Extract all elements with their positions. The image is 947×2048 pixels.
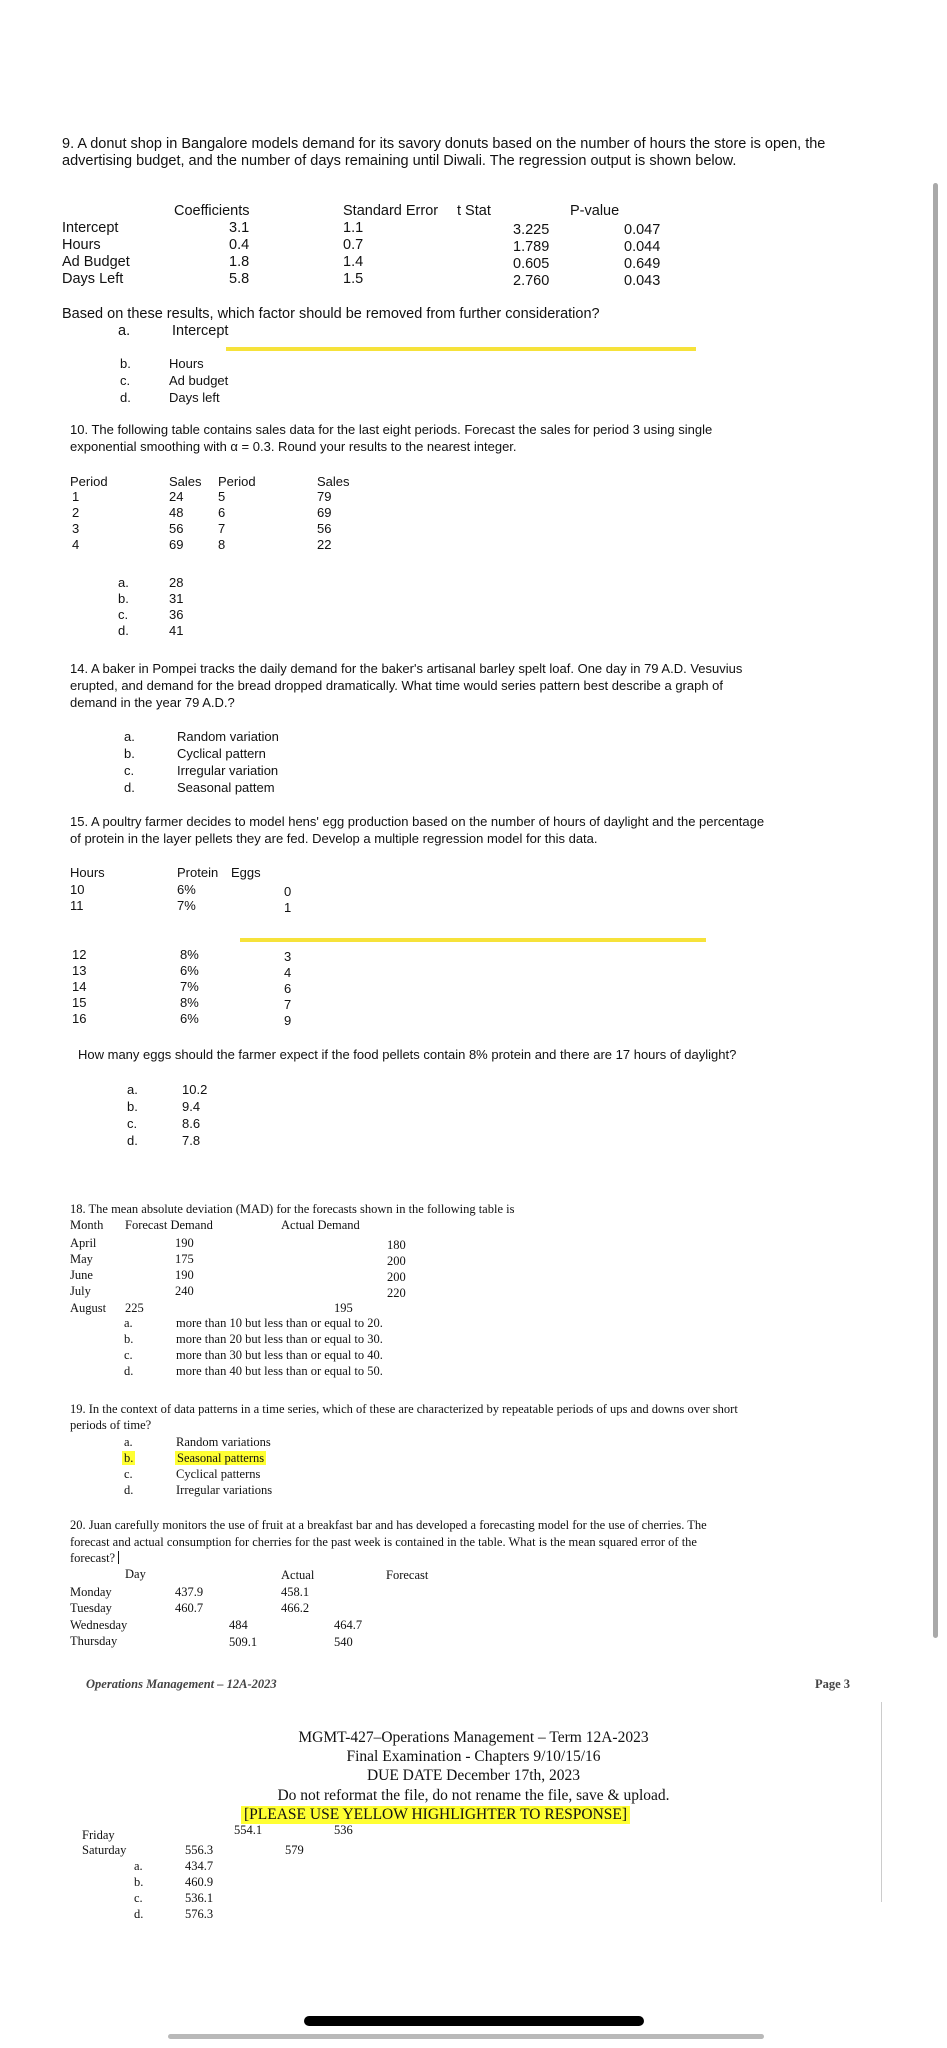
q18-cell: 190 xyxy=(175,1236,194,1250)
q19-option-text-selected[interactable]: Seasonal patterns xyxy=(177,1451,265,1465)
q18-cell: July xyxy=(70,1284,91,1298)
q9-row-t: 0.605 xyxy=(513,256,550,272)
q15-header: Eggs xyxy=(231,865,261,880)
q10-option-letter: a. xyxy=(118,575,129,590)
q9-header-t: t Stat xyxy=(457,203,491,219)
q18-option-letter: c. xyxy=(124,1348,133,1362)
q19-option-text[interactable]: Random variations xyxy=(176,1435,271,1449)
q10-cell: 8 xyxy=(218,537,226,552)
q9-header-p: P-value xyxy=(570,203,620,219)
q9-header-coef: Coefficients xyxy=(174,203,250,219)
q9-row-se: 1.1 xyxy=(343,220,364,236)
q18-option-text[interactable]: more than 40 but less than or equal to 50. xyxy=(176,1364,383,1378)
q18-cell: 195 xyxy=(334,1301,353,1315)
q20-option-text[interactable]: 434.7 xyxy=(185,1859,214,1873)
q9-row-p: 0.649 xyxy=(624,256,661,272)
q20-header: Day xyxy=(125,1567,146,1581)
q20-cell: 579 xyxy=(285,1843,304,1857)
q19-option-letter: a. xyxy=(124,1435,133,1449)
q20-header: Actual xyxy=(281,1568,315,1582)
q9-row-coef: 3.1 xyxy=(229,220,250,236)
q9-row-p: 0.043 xyxy=(624,273,661,289)
q10-cell: 69 xyxy=(169,537,184,552)
q20-cell: Monday xyxy=(70,1585,112,1599)
q14-option-letter: d. xyxy=(124,780,135,795)
q18-cell: August xyxy=(70,1301,107,1315)
q18-cell: May xyxy=(70,1252,93,1266)
q15-cell: 15 xyxy=(72,995,87,1010)
q15-cell: 13 xyxy=(72,963,87,978)
q9-stem-line1: 9. A donut shop in Bangalore models demand for its savory donuts based on the number of hours the store is open, the xyxy=(62,136,826,152)
q20-cell: 509.1 xyxy=(229,1635,258,1649)
page-footer-course: Operations Management – 12A-2023 xyxy=(86,1677,277,1691)
q18-option-letter: b. xyxy=(124,1332,134,1346)
q15-cell: 7% xyxy=(180,979,199,994)
q10-cell: 56 xyxy=(169,521,184,536)
q10-option-text[interactable]: 31 xyxy=(169,591,184,606)
q18-cell: 220 xyxy=(387,1286,406,1300)
q15-cell: 6% xyxy=(177,882,196,897)
q15-header: Hours xyxy=(70,865,105,880)
q18-cell: 240 xyxy=(175,1284,194,1298)
q15-stem-line1: 15. A poultry farmer decides to model hens' egg production based on the number of hours of daylight and the percentage xyxy=(70,814,765,829)
q9-option-letter: b. xyxy=(120,356,131,371)
q19-option-letter: c. xyxy=(124,1467,133,1481)
q14-option-letter: c. xyxy=(124,763,135,778)
q10-cell: 3 xyxy=(72,521,80,536)
text-cursor xyxy=(118,1551,119,1564)
q18-option-text[interactable]: more than 30 but less than or equal to 40. xyxy=(176,1348,383,1362)
q15-stem-line2: of protein in the layer pellets they are fed. Develop a multiple regression model for this data. xyxy=(70,831,598,846)
q15-cell: 12 xyxy=(72,947,87,962)
page-number: Page 3 xyxy=(815,1677,851,1691)
q10-cell: 22 xyxy=(317,537,332,552)
q18-option-text[interactable]: more than 10 but less than or equal to 20. xyxy=(176,1316,383,1330)
q9-row-se: 1.4 xyxy=(343,254,364,270)
q20-cell: Saturday xyxy=(82,1843,127,1857)
q10-option-text[interactable]: 36 xyxy=(169,607,184,622)
q10-header: Sales xyxy=(169,474,202,489)
q10-cell: 24 xyxy=(169,489,184,504)
q10-cell: 6 xyxy=(218,505,226,520)
q9-question: Based on these results, which factor should be removed from further consideration? xyxy=(62,306,600,322)
q15-option-text[interactable]: 8.6 xyxy=(182,1116,201,1131)
q18-cell: April xyxy=(70,1236,97,1250)
q20-cell: Thursday xyxy=(70,1634,118,1648)
q14-stem-line1: 14. A baker in Pompei tracks the daily demand for the baker's artisanal barley spelt loaf. One day in 79 A.D. Vesuvius xyxy=(70,661,743,676)
q10-option-text[interactable]: 28 xyxy=(169,575,184,590)
q20-cell: 466.2 xyxy=(281,1601,310,1615)
q10-option-letter: b. xyxy=(118,591,129,606)
q9-stem-line2: advertising budget, and the number of days remaining until Diwali. The regression output is shown below. xyxy=(62,153,737,169)
q9-row-t: 1.789 xyxy=(513,239,550,255)
q20-option-text[interactable]: 576.3 xyxy=(185,1907,214,1921)
home-indicator[interactable] xyxy=(304,2016,644,2026)
q15-cell: 4 xyxy=(284,965,292,980)
q15-option-letter: b. xyxy=(127,1099,138,1114)
q9-option-text[interactable]: Hours xyxy=(169,356,204,371)
q18-option-letter: d. xyxy=(124,1364,134,1378)
yellow-highlight-strip xyxy=(226,347,696,351)
q20-stem-line2: forecast and actual consumption for cherries for the past week is contained in the table. What is the mean squared error of the xyxy=(70,1535,697,1549)
q18-stem: 18. The mean absolute deviation (MAD) for the forecasts shown in the following table is xyxy=(70,1202,515,1216)
q20-cell: 464.7 xyxy=(334,1618,363,1632)
q15-cell: 0 xyxy=(284,884,292,899)
q15-cell: 11 xyxy=(70,898,84,913)
q20-option-letter: d. xyxy=(134,1907,144,1921)
q14-option-text[interactable]: Random variation xyxy=(177,729,279,744)
q20-option-letter: b. xyxy=(134,1875,144,1889)
q20-option-letter: c. xyxy=(134,1891,143,1905)
q14-stem-line2: erupted, and demand for the bread dropped dramatically. What time would series pattern best describe a graph of xyxy=(70,678,724,693)
q15-option-text[interactable]: 7.8 xyxy=(182,1133,201,1148)
q14-option-text[interactable]: Cyclical pattern xyxy=(177,746,266,761)
q20-cell: 458.1 xyxy=(281,1585,310,1599)
q19-option-letter: d. xyxy=(124,1483,134,1497)
q18-header: Month xyxy=(70,1218,104,1232)
q10-cell: 56 xyxy=(317,521,332,536)
q20-cell: 556.3 xyxy=(185,1843,214,1857)
q10-cell: 48 xyxy=(169,505,184,520)
exam-header-instruction: [PLEASE USE YELLOW HIGHLIGHTER TO RESPONSE] xyxy=(241,1806,630,1824)
exam-header-line3: DUE DATE December 17th, 2023 xyxy=(366,1767,581,1784)
exam-header-line4: Do not reformat the file, do not rename the file, save & upload. xyxy=(277,1787,670,1804)
q20-cell: 484 xyxy=(229,1618,248,1632)
q14-option-letter: a. xyxy=(124,729,135,744)
horizontal-scrollbar[interactable] xyxy=(168,2034,764,2039)
q18-option-text[interactable]: more than 20 but less than or equal to 30. xyxy=(176,1332,383,1346)
q9-row-coef: 1.8 xyxy=(229,254,250,270)
q9-option-letter: a. xyxy=(118,323,131,339)
q9-option-text[interactable]: Ad budget xyxy=(169,373,229,388)
q10-cell: 4 xyxy=(72,537,80,552)
q15-cell: 7% xyxy=(177,898,196,913)
q18-header: Forecast Demand xyxy=(125,1218,213,1232)
q10-stem-line1: 10. The following table contains sales data for the last eight periods. Forecast the sales for period 3 using single xyxy=(70,422,713,437)
q9-row-label: Intercept xyxy=(62,220,119,236)
q20-cell: 540 xyxy=(334,1635,353,1649)
exam-header-line2: Final Examination - Chapters 9/10/15/16 xyxy=(346,1748,601,1765)
q20-cell: 460.7 xyxy=(175,1601,204,1615)
q10-header: Sales xyxy=(317,474,350,489)
q10-cell: 2 xyxy=(72,505,80,520)
q20-cell: Friday xyxy=(82,1828,115,1842)
q15-cell: 10 xyxy=(70,882,85,897)
q10-option-letter: d. xyxy=(118,623,129,638)
q9-row-t: 2.760 xyxy=(513,273,550,289)
q15-option-letter: a. xyxy=(127,1082,138,1097)
q9-row-label: Hours xyxy=(62,237,101,253)
q19-stem-line2: periods of time? xyxy=(70,1418,152,1432)
q9-row-label: Ad Budget xyxy=(62,254,130,270)
q20-option-letter: a. xyxy=(134,1859,143,1873)
q15-cell: 14 xyxy=(72,979,87,994)
q18-option-letter: a. xyxy=(124,1316,133,1330)
q20-stem-line1: 20. Juan carefully monitors the use of fruit at a breakfast bar and has developed a forecasting model for the use of cherries. The xyxy=(70,1518,707,1532)
q20-header: Forecast xyxy=(386,1568,429,1582)
q9-row-se: 1.5 xyxy=(343,271,364,287)
q10-header: Period xyxy=(218,474,256,489)
q18-header: Actual Demand xyxy=(281,1218,360,1232)
q9-row-coef: 5.8 xyxy=(229,271,250,287)
q10-header: Period xyxy=(70,474,108,489)
q20-cell: Wednesday xyxy=(70,1618,128,1632)
q15-header: Protein xyxy=(177,865,219,880)
q20-cell: 437.9 xyxy=(175,1585,204,1599)
q15-option-letter: c. xyxy=(127,1116,138,1131)
q14-stem-line3: demand in the year 79 A.D.? xyxy=(70,695,235,710)
q15-cell: 3 xyxy=(284,949,292,964)
q9-row-p: 0.044 xyxy=(624,239,661,255)
q20-cell: 536 xyxy=(334,1823,353,1837)
q9-row-t: 3.225 xyxy=(513,222,550,238)
q18-cell: 180 xyxy=(387,1238,406,1252)
q18-cell: June xyxy=(70,1268,93,1282)
q15-cell: 9 xyxy=(284,1013,292,1028)
q18-cell: 190 xyxy=(175,1268,194,1282)
q20-cell: Tuesday xyxy=(70,1601,112,1615)
q10-option-text[interactable]: 41 xyxy=(169,623,184,638)
q10-cell: 69 xyxy=(317,505,332,520)
q15-option-text[interactable]: 9.4 xyxy=(182,1099,201,1114)
q15-cell: 16 xyxy=(72,1011,87,1026)
q9-option-text[interactable]: Intercept xyxy=(172,323,229,339)
q10-cell: 79 xyxy=(317,489,332,504)
q15-option-text[interactable]: 10.2 xyxy=(182,1082,208,1097)
q15-question: How many eggs should the farmer expect if the food pellets contain 8% protein and there are 17 hours of daylight? xyxy=(78,1047,737,1062)
q19-option-letter-selected: b. xyxy=(124,1451,134,1465)
q15-option-letter: d. xyxy=(127,1133,138,1148)
q20-option-text[interactable]: 460.9 xyxy=(185,1875,214,1889)
q19-option-text[interactable]: Irregular variations xyxy=(176,1483,273,1497)
q18-cell: 225 xyxy=(125,1301,144,1315)
q20-option-text[interactable]: 536.1 xyxy=(185,1891,214,1905)
q9-option-text[interactable]: Days left xyxy=(169,390,220,405)
q9-row-p: 0.047 xyxy=(624,222,661,238)
q10-cell: 5 xyxy=(218,489,226,504)
q9-option-letter: c. xyxy=(120,373,131,388)
q19-stem-line1: 19. In the context of data patterns in a time series, which of these are characterized by repeatable periods of ups and downs over short xyxy=(70,1402,738,1416)
q9-row-label: Days Left xyxy=(62,271,124,287)
vertical-scrollbar[interactable] xyxy=(933,183,938,1638)
q20-stem-line3: forecast? xyxy=(70,1551,116,1565)
q14-option-text[interactable]: Irregular variation xyxy=(177,763,279,778)
q15-cell: 7 xyxy=(284,997,292,1012)
q9-row-se: 0.7 xyxy=(343,237,364,253)
q9-option-letter: d. xyxy=(120,390,131,405)
q20-cell: 554.1 xyxy=(234,1823,263,1837)
q10-cell: 7 xyxy=(218,521,226,536)
q18-cell: 200 xyxy=(387,1254,406,1268)
q10-stem-line2: exponential smoothing with α = 0.3. Round your results to the nearest integer. xyxy=(70,439,517,454)
q9-row-coef: 0.4 xyxy=(229,237,250,253)
q15-cell: 1 xyxy=(284,900,292,915)
q18-cell: 200 xyxy=(387,1270,406,1284)
q14-option-text[interactable]: Seasonal pattem xyxy=(177,780,275,795)
q10-cell: 1 xyxy=(72,489,80,504)
q14-option-letter: b. xyxy=(124,746,135,761)
q15-cell: 6% xyxy=(180,1011,199,1026)
q15-cell: 8% xyxy=(180,995,199,1010)
q15-cell: 6 xyxy=(284,981,292,996)
q19-option-text[interactable]: Cyclical patterns xyxy=(176,1467,261,1481)
q15-cell: 8% xyxy=(180,947,199,962)
q9-header-se: Standard Error xyxy=(343,203,439,219)
q10-option-letter: c. xyxy=(118,607,129,622)
q15-cell: 6% xyxy=(180,963,199,978)
exam-header-line1: MGMT-427–Operations Management – Term 12A-2023 xyxy=(298,1729,649,1746)
yellow-highlight-strip xyxy=(240,938,706,942)
q18-cell: 175 xyxy=(175,1252,194,1266)
